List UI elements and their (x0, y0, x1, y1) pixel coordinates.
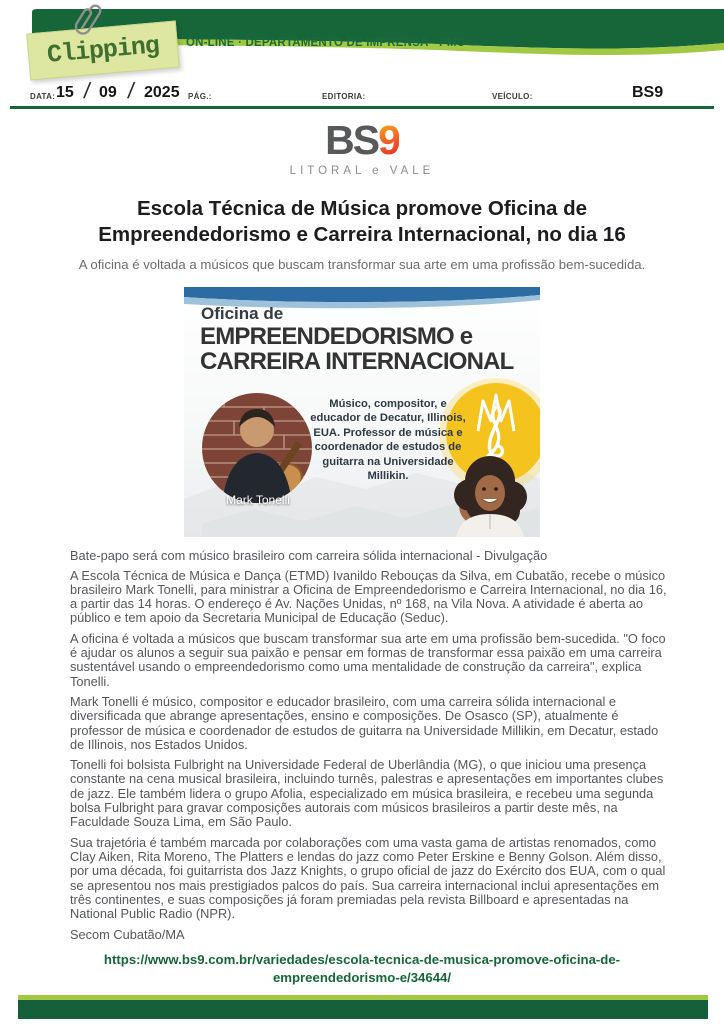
logo-text-bs: BS (325, 117, 379, 163)
header-tagline: ON-LINE · DEPARTAMENTO DE IMPRENSA · PMC (186, 37, 466, 49)
article-title: Escola Técnica de Música promove Oficina de Empreendedorismo e Carreira Internacional, no dia 16 (98, 196, 626, 246)
clipping-label: Clipping (45, 31, 161, 70)
banner-headline (200, 324, 514, 375)
date-slash: / (126, 78, 136, 103)
logo-subtitle: LITORAL e VALE (289, 165, 435, 177)
date-month: 09 (99, 84, 117, 101)
divider-rule (10, 106, 714, 109)
article-subtitle: A oficina é voltada a músicos que buscam transformar sua arte em uma profissão bem-sucedida. (78, 256, 646, 272)
article-paragraph: A oficina é voltada a músicos que buscam transformar sua arte em uma profissão bem-sucedida. "O foco é ajudar os alunos a seguir sua paixão e pensar em formas de transformar essa paixão em uma carreira sustentável usando o empreendedorismo como uma mentalidade de construção da carreira", explica Tonelli. (70, 630, 666, 689)
article-caption: Bate-papo será com músico brasileiro com carreira sólida internacional - Divulgação (70, 547, 548, 563)
banner-headline-line2: CARREIRA INTERNACIONAL (200, 348, 514, 375)
banner-headline-line1: EMPREENDEDORISMO e (200, 322, 473, 350)
article-paragraph: Sua trajetória é também marcada por colaborações com uma vasta gama de artistas renomados, como Clay Aiken, Rita Moreno, The Platters e lendas do jazz como Peter Erskine e Benny Golson. Além disso, por uma década, foi guitarrista dos Jazz Knights, o grupo oficial de jazz do Exército dos EUA, com o qual se apresentou nos mais prestigiados palcos do país. Sua carreira internacional inclui apresentações em três continentes, e suas composições já foram premiadas pela revista Billboard e apresentadas na National Public Radio (NPR). (70, 834, 666, 922)
meta-row (0, 78, 724, 106)
logo-text-9: 9 (378, 117, 399, 163)
speaker-name: Mark Tonelli (226, 492, 290, 507)
article-url (72, 951, 652, 987)
veiculo-value: BS9 (632, 84, 664, 101)
date-day: 15 (56, 84, 74, 101)
article-url-link[interactable]: https://www.bs9.com.br/variedades/escola-tecnica-de-musica-promove-oficina-de-empreendedorismo-e/34644/ (103, 952, 621, 986)
speaker-bio: Músico, compositor, e educador de Decatur, Illinois, EUA. Professor de música e coordenador de estudos de guitarra na Universidade Millikin. (310, 397, 466, 483)
article-body (70, 548, 670, 943)
editoria-label: EDITORIA: (322, 92, 366, 101)
workshop-banner (184, 287, 540, 537)
data-label: DATA: (30, 92, 56, 101)
footer-dark-bar (18, 1000, 708, 1019)
article-paragraph: A Escola Técnica de Música e Dança (ETMD) Ivanildo Rebouças da Silva, em Cubatão, recebe o músico brasileiro Mark Tonelli, para ministrar a Oficina de Empreendedorismo e Carreira Internacional, no dia 16, a partir das 14 horas. O endereço é Av. Nações Unidas, nº 168, na Vila Nova. A atividade é aberta ao público e tem apoio da Secretaria Municipal de Educação (Seduc). (70, 567, 667, 626)
paperclip-icon (72, 2, 102, 42)
pag-label: PÁG.: (188, 92, 212, 101)
article-byline: Secom Cubatão/MA (70, 927, 185, 943)
veiculo-label: VEÍCULO: (492, 92, 533, 101)
date-year: 2025 (144, 84, 180, 101)
article-paragraph: Tonelli foi bolsista Fulbright na Universidade Federal de Uberlândia (MG), o que iniciou uma presença constante na cena musical brasileira, incluindo turnês, palestras e apresentações em importantes clubes de jazz. Ele também lidera o grupo Afolia, especializado em música brasileira, e recebeu uma segunda bolsa Fulbright para gravar composições autorais com músicos brasileiros a partir deste mês, na Faculdade Souza Lima, em São Paulo. (70, 757, 664, 830)
article-paragraph: Mark Tonelli é músico, compositor e educador brasileiro, com uma carreira sólida internacional e diversificada que abrange apresentações, ensino e composições. De Osasco (SP), atualmente é professor de música e coordenador de estudos de guitarra na Universidade Millikin, em Decatur, estado de Illinois, nos Estados Unidos. (70, 693, 659, 752)
banner-kicker: Oficina de (201, 303, 284, 323)
date-slash: / (82, 78, 92, 103)
